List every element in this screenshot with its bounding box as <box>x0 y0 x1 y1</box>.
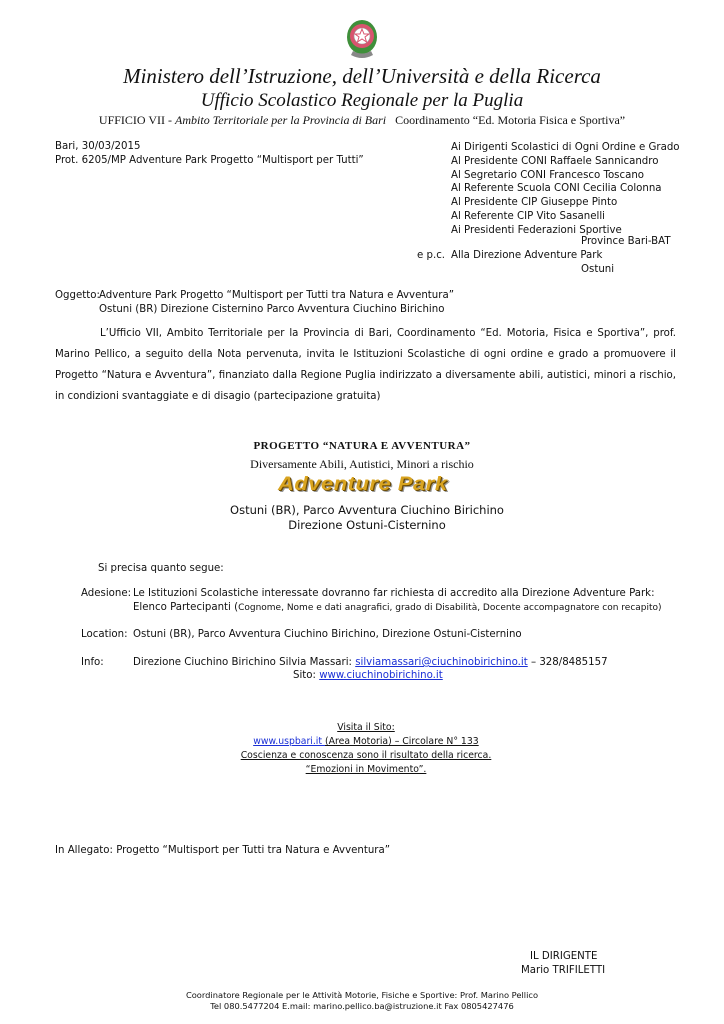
republic-emblem-logo <box>345 17 379 63</box>
provinces: Province Bari-BAT <box>581 236 671 247</box>
visit-label: Visita il Sito: <box>337 722 395 733</box>
visit-url-line <box>0 736 724 747</box>
info-email-link[interactable]: silviamassari@ciuchinobirichino.it <box>355 657 528 668</box>
project-location-2: Direzione Ostuni-Cisternino <box>288 518 446 532</box>
recipient: Al Presidente CIP Giuseppe Pinto <box>451 197 618 209</box>
visit-motto: Coscienza e conoscenza sono il risultato della ricerca. <box>240 750 492 761</box>
body-paragraph: L’Ufficio VII, Ambito Territoriale per la Provincia di Bari, Coordinamento “Ed. Motoria, Fisica e Sportiva”, prof. Marino Pellico, a seguito della Nota pervenuta, invita le Istituzioni Scolastiche di ogni ordine e grado a promuovere il Progetto “Natura e Avventura”, finanziato dalla Regione Puglia indirizzato a diversamente abili, autistici, minori a rischio, in condizioni svantaggiate e di disagio (partecipazione gratuita) <box>55 328 676 402</box>
footer-line-1: Coordinatore Regionale per le Attività Motorie, Fisiche e Sportive: Prof. Marino Pellico <box>185 990 539 1000</box>
recipients-list <box>451 141 680 238</box>
recipient: Al Referente Scuola CONI Cecilia Colonna <box>451 183 662 195</box>
site-link[interactable]: www.ciuchinobirichino.it <box>319 670 443 681</box>
visit-quote: “Emozioni in Movimento”. <box>305 764 427 775</box>
project-location-1: Ostuni (BR), Parco Avventura Ciuchino Birichino <box>230 503 504 517</box>
info-contact: Direzione Ciuchino Birichino Silvia Massari: <box>133 657 356 668</box>
recipient: Al Presidente CONI Raffaele Sannicandro <box>451 155 659 167</box>
location-value: Ostuni (BR), Parco Avventura Ciuchino Birichino, Direzione Ostuni-Cisternino <box>133 629 522 640</box>
subject-line-1: Adventure Park Progetto “Multisport per Tutti tra Natura e Avventura” <box>99 290 454 301</box>
adesione-list-label: Elenco Partecipanti ( <box>133 602 239 613</box>
recipient: Ai Presidenti Federazioni Sportive <box>451 224 622 236</box>
info-value <box>133 657 608 668</box>
footer-line-2: Tel 080.5477204 E.mail: marino.pellico.ba@istruzione.it Fax 0805427476 <box>210 1001 514 1011</box>
recipient: Al Referente CIP Vito Sasanelli <box>451 210 605 222</box>
protocol-number: Prot. 6205/MP Adventure Park Progetto “Multisport per Tutti” <box>55 155 364 166</box>
project-title: PROGETTO “NATURA E AVVENTURA” <box>253 440 471 452</box>
adesione-line-1: Le Istituzioni Scolastiche interessate dovranno far richiesta di accredito alla Direzione Adventure Park: <box>133 588 655 599</box>
subline-coordination: Coordinamento “Ed. Motoria Fisica e Sportiva” <box>395 113 626 127</box>
subject-label: Oggetto: <box>55 290 100 301</box>
cc-city: Ostuni <box>581 264 615 275</box>
site-line <box>293 670 443 681</box>
adventure-park-logo: Adventure Park <box>278 474 448 495</box>
attachment-note: In Allegato: Progetto “Multisport per Tutti tra Natura e Avventura” <box>55 845 390 856</box>
subline-area: Ambito Territoriale per la Provincia di Bari <box>175 113 387 127</box>
uspbari-link[interactable]: www.uspbari.it <box>253 736 325 747</box>
signature-name: Mario TRIFILETTI <box>521 965 606 976</box>
project-subtitle: Diversamente Abili, Autistici, Minori a rischio <box>250 457 474 471</box>
subline-office: UFFICIO VII - <box>98 113 176 127</box>
adesione-label: Adesione: <box>81 588 132 599</box>
adesione-line-2 <box>133 602 662 613</box>
cc-label: e p.c. <box>417 250 446 261</box>
letter-date: Bari, 30/03/2015 <box>55 141 141 152</box>
location-label: Location: <box>81 629 128 640</box>
signature-role: IL DIRIGENTE <box>530 951 598 962</box>
visit-circular: (Area Motoria) – Circolare N° 133 <box>325 736 479 747</box>
recipient: Al Segretario CONI Francesco Toscano <box>451 169 645 181</box>
ministry-title: Ministero dell’Istruzione, dell’Università e della Ricerca <box>123 64 601 88</box>
site-label: Sito: <box>293 670 320 681</box>
details-intro: Si precisa quanto segue: <box>98 563 224 574</box>
info-label: Info: <box>81 657 104 668</box>
office-title: Ufficio Scolastico Regionale per la Puglia <box>200 90 524 111</box>
cc-recipient: Alla Direzione Adventure Park <box>451 250 603 261</box>
office-subline <box>0 113 724 128</box>
adesione-list-fields: Cognome, Nome e dati anagrafici, grado di Disabilità, Docente accompagnatore con recapito) <box>238 603 662 613</box>
recipient: Ai Dirigenti Scolastici di Ogni Ordine e Grado <box>451 142 680 153</box>
subject-line-2: Ostuni (BR) Direzione Cisternino Parco Avventura Ciuchino Birichino <box>99 304 445 315</box>
info-phone: – 328/8485157 <box>527 657 608 668</box>
